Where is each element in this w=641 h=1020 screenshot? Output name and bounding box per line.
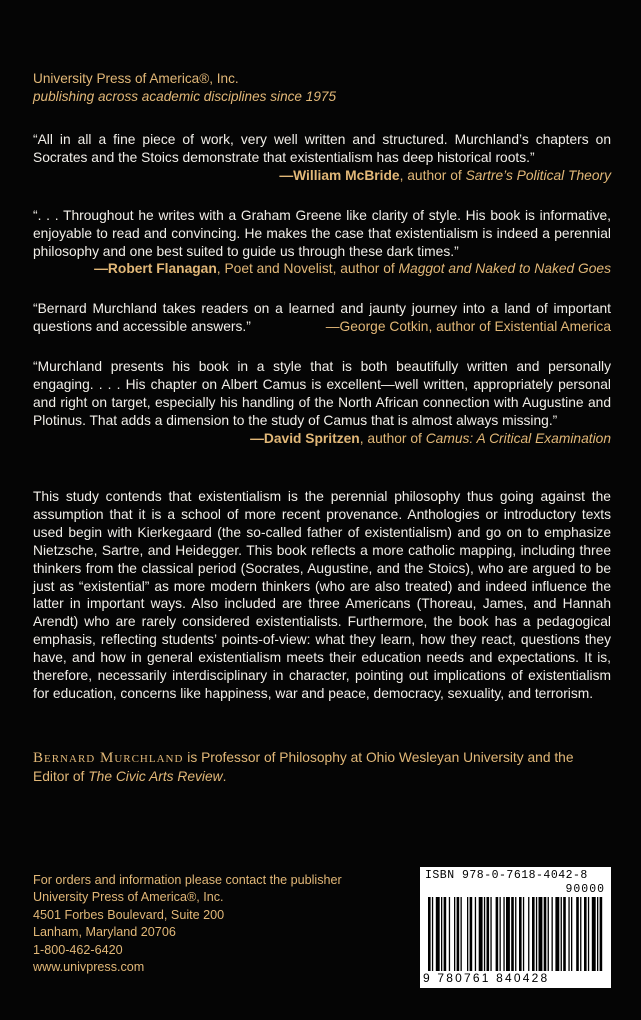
- contact-intro: For orders and information please contact the publisher: [33, 873, 342, 887]
- contact-phone: 1-800-462-6420: [33, 942, 123, 957]
- barcode-bar: [515, 897, 516, 971]
- barcode-bars-icon: [428, 897, 604, 971]
- quote-work: Sartre’s Political Theory: [465, 167, 611, 183]
- barcode-bar: [548, 897, 549, 971]
- quote-attribution: [33, 260, 611, 278]
- quote-role: , author of: [428, 319, 495, 335]
- barcode-bar: [580, 897, 581, 971]
- barcode-bar: [536, 897, 537, 971]
- author-name: Bernard Murchland: [33, 750, 184, 766]
- endorsement-quote: [33, 300, 611, 336]
- barcode-bar: [584, 897, 587, 971]
- bio-end: .: [222, 768, 227, 784]
- quote-text: “. . . Throughout he writes with a Graham Greene like clarity of style. His book is informative, enjoyable to read and convincing. He makes the case that existentialism is indeed a perennial philosophy and one best suited to guide us through these dark times.”: [33, 207, 611, 259]
- endorsement-quote: [33, 131, 611, 185]
- quote-role: , Poet and Novelist, author of: [216, 261, 399, 277]
- quote-role: , author of: [359, 430, 426, 446]
- publisher-name: University Press of America®, Inc.: [33, 71, 239, 86]
- quote-work: Camus: A Critical Examination: [425, 430, 611, 446]
- barcode-bar: [454, 897, 455, 971]
- barcode-bar: [597, 897, 598, 971]
- quote-attribution: [326, 318, 611, 336]
- contact-street: 4501 Forbes Boulevard, Suite 200: [33, 907, 225, 922]
- barcode-bar: [444, 897, 447, 971]
- barcode-bar: [428, 897, 431, 971]
- barcode-bar: [576, 897, 579, 971]
- ordering-info: [33, 872, 393, 976]
- barcode-bar: [441, 897, 442, 971]
- barcode-bar: [511, 897, 514, 971]
- quote-attribution: [33, 430, 611, 448]
- barcode-bar: [475, 897, 476, 971]
- quote-text: “Murchland presents his book in a style that is both beautifully written and personally engaging. . . . His chapter on Albert Camus is excellent—well written, appropriately personal and right on target, especially his handling of the North African connection with Augustine and Plotinus. That adds a dimension to the study of Camus that is almost always missing.”: [33, 359, 611, 428]
- barcode-bar: [552, 897, 553, 971]
- quote-author: —George Cotkin: [325, 319, 429, 335]
- barcode-bar: [487, 897, 490, 971]
- barcode-bar: [461, 897, 462, 971]
- barcode-bar: [503, 897, 504, 971]
- quote-role: , author of: [399, 167, 466, 183]
- contact-city: Lanham, Maryland 20706: [33, 925, 176, 940]
- barcode-bar: [484, 897, 485, 971]
- endorsement-quote: [33, 207, 611, 279]
- barcode-bar: [600, 897, 603, 971]
- quote-author: —David Spritzen: [250, 430, 360, 446]
- endorsement-quote: [33, 358, 611, 448]
- author-bio: [33, 749, 611, 786]
- quote-work: Maggot and Naked to Naked Goes: [398, 261, 611, 277]
- publisher-block: [33, 70, 593, 106]
- barcode-bar: [544, 897, 547, 971]
- barcode-bar: [457, 897, 460, 971]
- bio-journal: The Civic Arts Review: [88, 768, 223, 784]
- barcode-bar: [490, 897, 491, 971]
- barcode-bar: [571, 897, 572, 971]
- quote-author: —Robert Flanagan: [94, 261, 217, 277]
- quote-text: “All in all a fine piece of work, very well written and structured. Murchland’s chapters on Socrates and the Stoics demonstrate that existentialism has deep historical roots.”: [33, 132, 611, 165]
- price-code: 90000: [565, 883, 605, 896]
- barcode-bar: [470, 897, 473, 971]
- barcode-bar: [436, 897, 440, 971]
- quote-work: Existential America: [494, 319, 611, 335]
- isbn-barcode: [420, 867, 611, 988]
- publisher-tagline: publishing across academic disciplines since 1975: [33, 89, 337, 104]
- barcode-bar: [523, 897, 524, 971]
- barcode-bar: [432, 897, 433, 971]
- barcode-bar: [592, 897, 596, 971]
- barcode-bar: [561, 897, 562, 971]
- quote-author: —William McBride: [279, 167, 400, 183]
- barcode-bar: [449, 897, 450, 971]
- quote-text: “Bernard Murchland takes readers on a learned and jaunty journey into a land of important questions and accessible answers.”: [33, 301, 611, 335]
- barcode-bar: [532, 897, 535, 971]
- barcode-bar: [496, 897, 499, 971]
- barcode-bar: [568, 897, 569, 971]
- barcode-bar: [506, 897, 510, 971]
- barcode-bar: [528, 897, 529, 971]
- quote-attribution: [33, 167, 611, 185]
- endorsements: [33, 131, 611, 470]
- barcode-bar: [588, 897, 589, 971]
- barcode-bar: [479, 897, 483, 971]
- barcode-bar: [519, 897, 522, 971]
- barcode-bar: [467, 897, 468, 971]
- ean-digits: 9 780761 840428: [423, 971, 550, 985]
- contact-publisher: University Press of America®, Inc.: [33, 890, 224, 905]
- barcode-bar: [563, 897, 566, 971]
- book-description: This study contends that existentialism is the perennial philosophy thus going against the assumption that it is a school of more recent provenance. Anthologies or introductory texts used begin with Kierkegaard (the so-called father of existentialism) and go on to emphasize Nietzsche, Sartre, and Heidegger. This book reflects a more catholic mapping, including three thinkers from the classical period (Socrates, Augustine, and the Stoics), who are argued to be just as “existential” as more modern thinkers (who are also treated) and indeed influence the latter in important ways. Also included are three Americans (Thoreau, James, and Hannah Arendt) who are rarely considered existentialists. Furthermore, the book has a pedagogical emphasis, reflecting students’ points-of-view: what they learn, how they react, questions they have, and how in general existentialism meets their education needs and expectations. It is, therefore, necessarily interdisciplinary in character, pointing out implications of existentialism for education, concerns like happiness, war and peace, democracy, sexuality, and terrorism.: [33, 489, 611, 701]
- bio-text: is Professor of Philosophy at Ohio Wesleyan University and the Editor of: [33, 750, 574, 784]
- isbn-label: ISBN 978-0-7618-4042-8: [425, 869, 588, 882]
- barcode-bar: [500, 897, 501, 971]
- barcode-bar: [555, 897, 559, 971]
- contact-website: www.univpress.com: [33, 960, 145, 975]
- barcode-bar: [539, 897, 543, 971]
